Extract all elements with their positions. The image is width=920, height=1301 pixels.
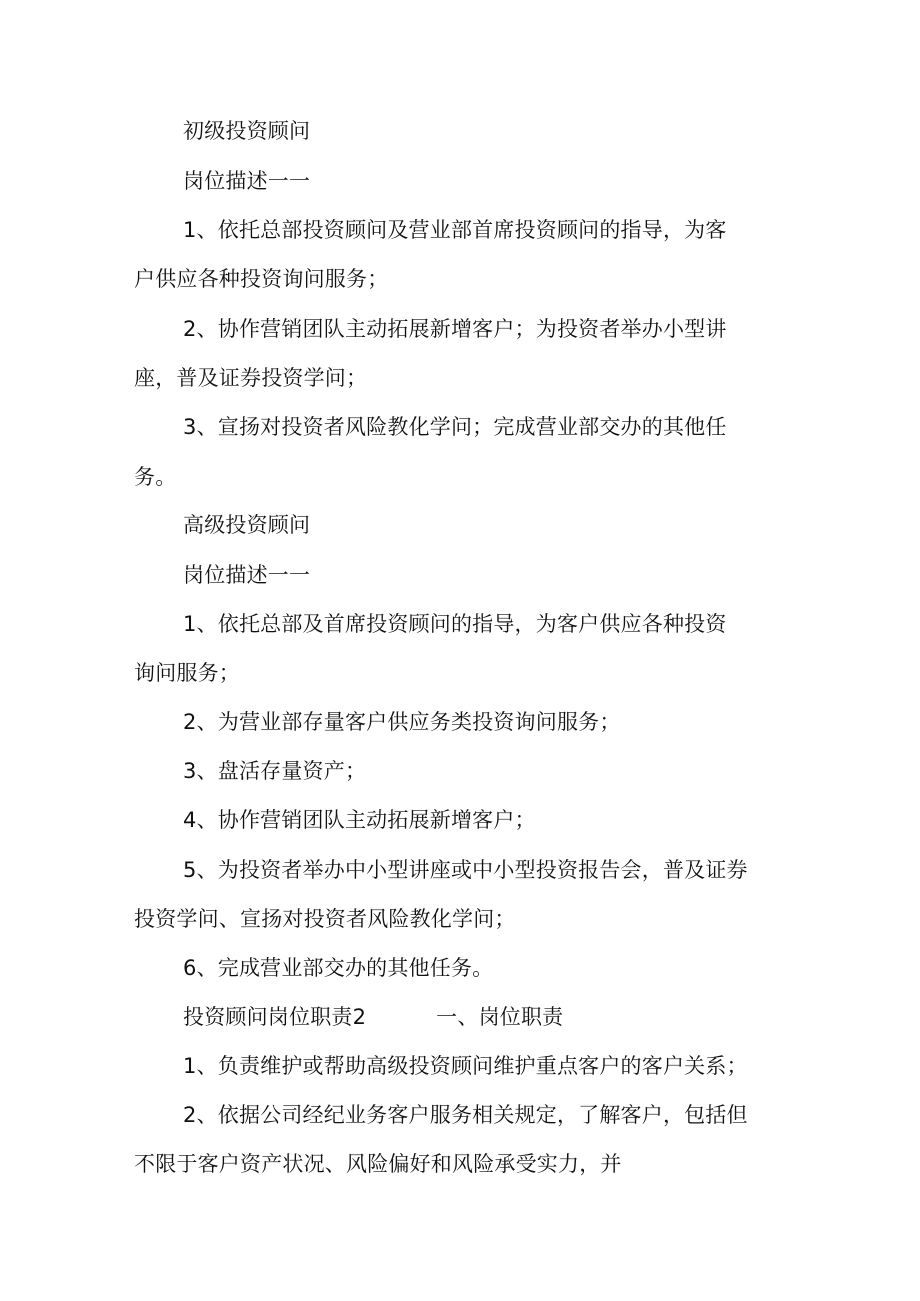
paragraph-line: 1、依托总部投资顾问及营业部首席投资顾问的指导，为客 xyxy=(183,218,727,242)
paragraph-line: 6、完成营业部交办的其他任务。 xyxy=(183,956,494,980)
section-title-text: 投资顾问岗位职责2 xyxy=(183,1005,367,1029)
paragraph-line: 不限于客户资产状况、风险偏好和风险承受实力，并 xyxy=(134,1152,622,1176)
paragraph-line: 2、依据公司经纪业务客户服务相关规定，了解客户，包括但 xyxy=(183,1103,748,1127)
paragraph-line: 2、为营业部存量客户供应务类投资询问服务； xyxy=(183,710,621,734)
paragraph-line: 3、宣扬对投资者风险教化学问；完成营业部交办的其他任 xyxy=(183,415,727,439)
paragraph-line: 3、盘活存量资产； xyxy=(183,759,367,783)
paragraph-line: 5、为投资者举办中小型讲座或中小型投资报告会，普及证券 xyxy=(183,858,748,882)
section-title-senior-advisor: 高级投资顾问 xyxy=(183,513,311,537)
paragraph-line: 座，普及证券投资学问； xyxy=(134,366,368,390)
paragraph-line: 1、依托总部及首席投资顾问的指导，为客户供应各种投资 xyxy=(183,612,727,636)
paragraph-line: 投资学问、宣扬对投资者风险教化学问； xyxy=(134,907,516,931)
paragraph-line: 2、协作营销团队主动拓展新增客户；为投资者举办小型讲 xyxy=(183,317,727,341)
job-description-heading: 岗位描述一一 xyxy=(183,169,311,193)
paragraph-line: 4、协作营销团队主动拓展新增客户； xyxy=(183,808,536,832)
paragraph-line: 1、负责维护或帮助高级投资顾问维护重点客户的客户关系； xyxy=(183,1054,748,1078)
subsection-heading: 一、岗位职责 xyxy=(436,1005,564,1029)
section-title-responsibilities-2 xyxy=(183,1003,563,1031)
section-title-junior-advisor: 初级投资顾问 xyxy=(183,119,311,143)
paragraph-line: 户供应各种投资询问服务； xyxy=(134,267,389,291)
job-description-heading: 岗位描述一一 xyxy=(183,563,311,587)
paragraph-line: 询问服务； xyxy=(134,661,240,685)
paragraph-line: 务。 xyxy=(134,465,177,489)
